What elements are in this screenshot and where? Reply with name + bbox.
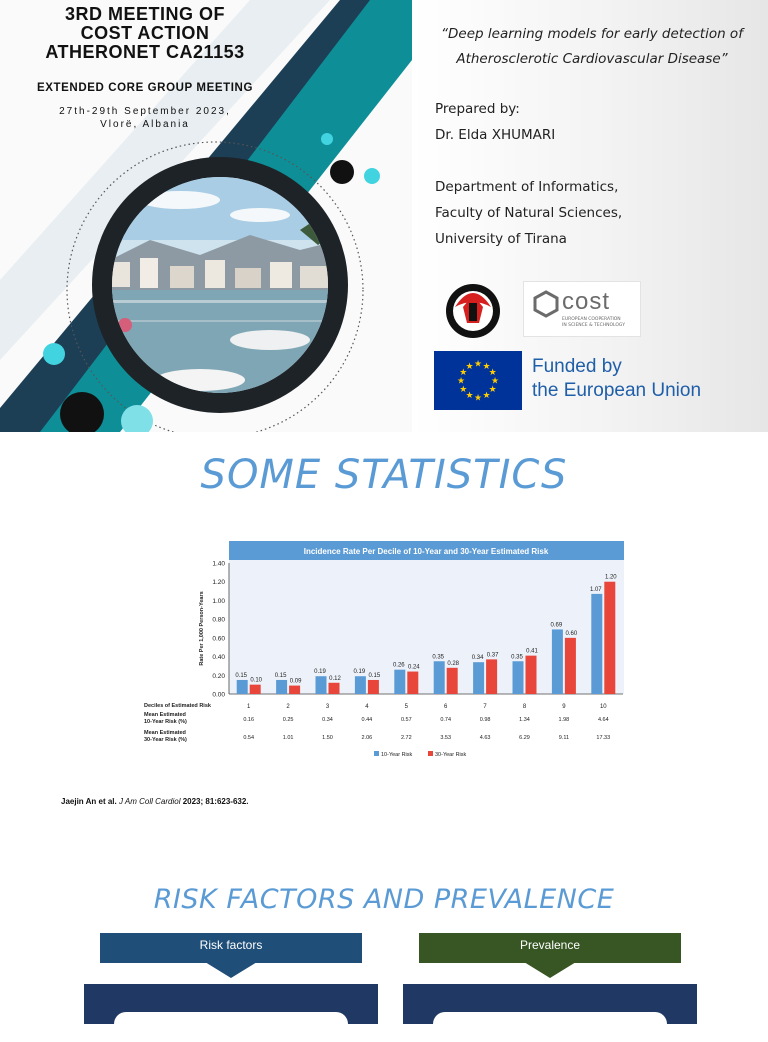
prepared-by-label: Prepared by: [435,101,520,117]
data-label: 0.19 [314,669,326,676]
eu-star-icon: ★ [465,391,474,402]
legend-swatch [374,751,379,756]
data-label: 0.35 [511,654,523,661]
bar-10-year [276,680,287,694]
eu-star-icon: ★ [488,385,497,395]
cost-tagline-1: EUROPEAN COOPERATION [562,317,621,322]
eu-star-icon: ★ [490,376,500,387]
mean-10-year-value: 0.74 [440,717,452,723]
risk-factors-header [100,933,362,963]
mean-30-year-value: 1.50 [322,735,333,741]
mean-10-year-value: 0.44 [361,717,373,723]
eu-funding-line-2: the European Union [532,380,702,401]
eu-star-icon: ★ [465,361,474,372]
bar-30-year [526,656,537,694]
risk-factors-card [114,1012,348,1042]
risk-heading: RISK FACTORS AND PREVALENCE [153,884,615,915]
bar-30-year [565,638,576,694]
mean-10-year-value: 1.34 [519,717,530,723]
mean-10-year-value: 1.98 [558,717,570,723]
bar-30-year [486,659,497,694]
eu-star-icon: ★ [482,361,491,372]
prevalence-card [433,1012,667,1042]
data-label: 0.35 [432,654,445,661]
bar-10-year [237,680,248,694]
y-tick-label: 0.40 [212,654,225,662]
bar-10-year [552,629,563,694]
data-label: 0.10 [250,677,263,684]
data-label: 0.15 [235,672,248,679]
mean-30-year-value: 1.01 [282,735,294,741]
mean-10-year-value: 4.64 [597,717,609,723]
eu-star-icon: ★ [473,393,483,404]
bar-10-year [591,594,602,694]
bar-10-year [434,661,445,694]
table-row-label: Mean Estimated [144,730,186,736]
mean-10-year-value: 0.98 [479,717,491,723]
plot-area [229,560,624,694]
prevalence-header [419,933,681,963]
bar-10-year [513,661,524,694]
risk-factors-box [84,984,378,1024]
x-tick-label: 7 [483,704,487,710]
mean-30-year-value: 2.06 [361,735,373,741]
eu-star-icon: ★ [488,368,497,378]
bar-30-year [250,685,261,694]
data-label: 0.34 [471,655,484,662]
mean-10-year-value: 0.57 [400,717,412,723]
eu-star-icon: ★ [459,368,468,378]
bar-10-year [355,676,366,694]
meeting-date: 27th-29th September 2023, [59,106,231,117]
y-tick-label: 0.20 [212,672,225,680]
cost-tagline-2: IN SCIENCE & TECHNOLOGY [562,323,625,328]
x-tick-label: 2 [286,704,290,710]
y-axis-label: Rate Per 1,000 Person-Years [199,591,205,666]
mean-30-year-value: 3.53 [440,735,452,741]
data-label: 0.15 [368,672,381,679]
legend-label: 10-Year Risk [381,752,413,758]
bar-30-year [368,680,379,694]
talk-title: “Deep learning models for early detection of Atherosclerotic Cardiovascular Disease” [441,26,743,67]
presentation-info-panel [412,0,768,432]
table-row-label: 30-Year Risk (%) [144,737,187,743]
meeting-title-line-1: 3RD MEETING OF [64,4,225,24]
y-tick-label: 1.20 [212,579,225,587]
y-tick-label: 1.40 [212,560,225,568]
risk-factors-arrow-icon [205,962,257,978]
data-label: 0.28 [447,660,460,667]
statistics-slide [0,432,768,864]
cost-logo-word: cost [562,288,611,315]
cyan-dot-left [43,343,65,365]
legend-label: 30-Year Risk [435,752,467,758]
eu-star-icon: ★ [459,385,468,395]
bar-10-year [394,670,405,694]
black-dot [330,160,354,184]
bar-30-year [407,672,418,694]
x-tick-label: 9 [562,704,566,710]
cyan-dot-small [321,133,333,145]
table-row-label: Deciles of Estimated Risk [144,703,211,709]
legend-swatch [428,751,433,756]
meeting-title-line-3: ATHERONET CA21153 [45,42,245,62]
citation [61,797,249,806]
eu-star-icon: ★ [456,376,466,387]
risk-factors-label: Risk factors [199,938,263,952]
data-label: 0.60 [565,630,578,637]
data-label: 0.09 [289,678,302,685]
x-tick-label: 5 [404,704,408,710]
bar-10-year [473,662,484,694]
mean-30-year-value: 6.29 [519,735,530,741]
data-label: 0.12 [329,675,341,682]
data-label: 0.69 [550,622,563,629]
prevalence-box [403,984,697,1024]
author-name: Dr. Elda XHUMARI [435,127,556,143]
table-row-label: 10-Year Risk (%) [144,719,187,725]
x-tick-label: 1 [247,704,251,710]
university-logo [445,283,501,339]
eu-star-icon: ★ [473,359,483,370]
meeting-place: Vlorë, Albania [100,119,190,130]
x-tick-label: 6 [444,704,448,710]
statistics-heading: SOME STATISTICS [200,452,568,498]
mean-10-year-value: 0.16 [243,717,255,723]
prevalence-label: Prevalence [519,938,581,952]
department: Department of Informatics, [435,179,619,195]
faculty: Faculty of Natural Sciences, [435,205,623,221]
mean-30-year-value: 0.54 [243,735,255,741]
meeting-subtitle: EXTENDED CORE GROUP MEETING [37,82,253,94]
mean-30-year-value: 17.33 [596,735,611,741]
bar-30-year [604,582,615,694]
x-tick-label: 10 [599,704,607,710]
mean-30-year-value: 4.63 [479,735,491,741]
citation-journal: J Am Coll Cardiol [118,797,181,806]
risk-factors-slide [0,864,768,1024]
table-row-label: Mean Estimated [144,712,186,718]
cost-logo [523,281,641,337]
x-tick-label: 3 [325,704,330,710]
bar-10-year [316,676,327,694]
eu-funding-line-1: Funded by [532,356,622,377]
mean-30-year-value: 2.72 [400,735,412,741]
citation-reference: 2023; 81:623-632. [182,797,249,806]
y-tick-label: 0.60 [212,635,225,643]
citation-authors: Jaejin An et al. [61,797,117,806]
title-slide [0,0,768,432]
cyan-dot [364,168,380,184]
data-label: 0.41 [526,648,538,655]
data-label: 0.15 [274,672,287,679]
cost-hexagon-icon [532,290,560,318]
data-label: 0.26 [392,662,405,669]
y-tick-label: 0.00 [212,691,225,699]
data-label: 1.20 [604,574,617,581]
meeting-title-line-2: COST ACTION [80,23,210,43]
data-label: 0.37 [486,652,499,659]
mean-30-year-value: 9.11 [558,735,570,741]
bar-30-year [447,668,458,694]
chart-title: Incidence Rate Per Decile of 10-Year and 30-Year Estimated Risk [303,547,549,556]
x-tick-label: 4 [365,704,369,710]
x-tick-label: 8 [522,704,527,710]
y-tick-label: 1.00 [212,597,225,605]
meeting-poster [0,0,412,432]
eu-star-icon: ★ [482,391,491,402]
eu-flag-icon [434,351,522,410]
y-tick-label: 0.80 [212,616,225,624]
poster-graphic [0,0,412,432]
mean-10-year-value: 0.34 [322,717,333,723]
mean-10-year-value: 0.25 [282,717,294,723]
bar-30-year [289,686,300,694]
prevalence-arrow-icon [524,962,576,978]
university: University of Tirana [435,231,567,247]
bar-30-year [329,683,340,694]
data-label: 1.07 [589,586,602,593]
data-label: 0.19 [353,669,366,676]
data-label: 0.24 [407,664,420,671]
